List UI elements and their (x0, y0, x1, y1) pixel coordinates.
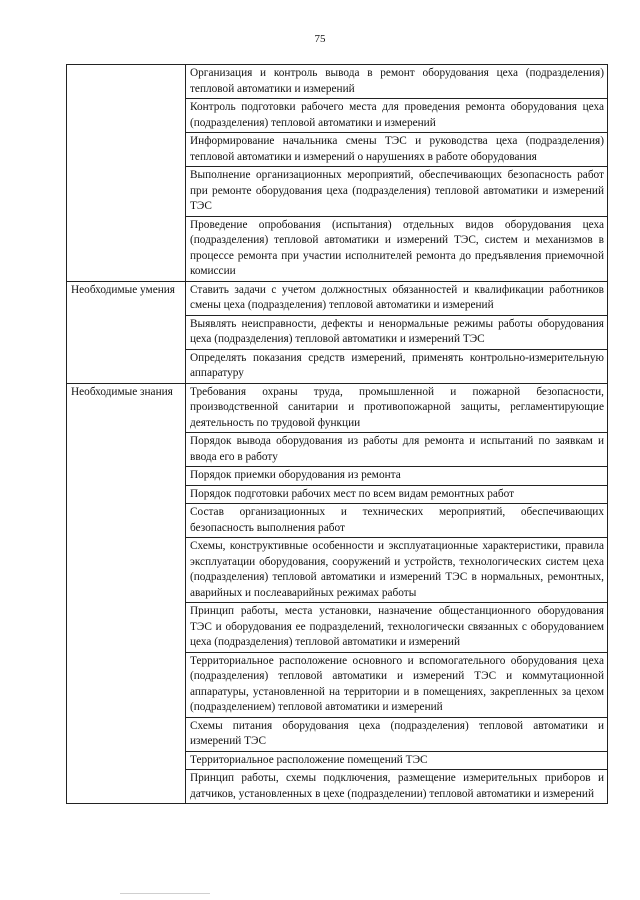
section-label (67, 65, 186, 282)
requirement-item: Порядок подготовки рабочих мест по всем видам ремонтных работ (186, 485, 608, 504)
page-number: 75 (314, 33, 326, 45)
requirement-item: Ставить задачи с учетом должностных обязанностей и квалификации работников смены цеха (подразделения) тепловой автоматики и измерений (186, 281, 608, 315)
table-body (67, 65, 608, 804)
requirement-item: Территориальное расположение основного и вспомогательного оборудования цеха (подразделения) тепловой автоматики и измерений ТЭС и коммутационной аппаратуры, установленной на территории и в помещениях, закрепленных за цехом (подразделением) тепловой автоматики и измерений (186, 652, 608, 717)
requirement-item: Принцип работы, схемы подключения, размещение измерительных приборов и датчиков, установленных в цехе (подразделении) тепловой автоматики и измерений (186, 770, 608, 804)
requirement-item: Порядок вывода оборудования из работы для ремонта и испытаний по заявкам и ввода его в работу (186, 433, 608, 467)
requirement-item: Схемы питания оборудования цеха (подразделения) тепловой автоматики и измерений ТЭС (186, 717, 608, 751)
requirement-item: Проведение опробования (испытания) отдельных видов оборудования цеха (подразделения) тепловой автоматики и измерений ТЭС, систем и механизмов в процессе ремонта при участии исполнителей ремонта до предъявления приемочной комиссии (186, 216, 608, 281)
section-label: Необходимые умения (67, 281, 186, 383)
requirement-item: Состав организационных и технических мероприятий, обеспечивающих безопасность выполнения работ (186, 504, 608, 538)
requirements-table (66, 64, 608, 804)
requirement-item: Требования охраны труда, промышленной и пожарной безопасности, производственной санитарии и противопожарной защиты, регламентирующие деятельность по трудовой функции (186, 383, 608, 433)
requirement-item: Выявлять неисправности, дефекты и ненормальные режимы работы оборудования цеха (подразделения) тепловой автоматики и измерений ТЭС (186, 315, 608, 349)
requirement-item: Территориальное расположение помещений ТЭС (186, 751, 608, 770)
requirement-item: Определять показания средств измерений, применять контрольно-измерительную аппаратуру (186, 349, 608, 383)
requirement-item: Принцип работы, места установки, назначение общестанционного оборудования ТЭС и оборудования ее подразделений, технологически связанных с оборудованием цеха (подразделения) тепловой автоматики и измерений (186, 603, 608, 653)
scan-edge-mark (120, 893, 210, 894)
section-label: Необходимые знания (67, 383, 186, 804)
requirement-item: Выполнение организационных мероприятий, обеспечивающих безопасность работ при ремонте оборудования цеха (подразделения) тепловой автоматики и измерений ТЭС (186, 167, 608, 217)
table-row (67, 281, 608, 315)
requirement-item: Информирование начальника смены ТЭС и руководства цеха (подразделения) тепловой автоматики и измерений о нарушениях в работе оборудования (186, 133, 608, 167)
requirement-item: Порядок приемки оборудования из ремонта (186, 467, 608, 486)
requirement-item: Контроль подготовки рабочего места для проведения ремонта оборудования цеха (подразделения) тепловой автоматики и измерений (186, 99, 608, 133)
requirement-item: Организация и контроль вывода в ремонт оборудования цеха (подразделения) тепловой автоматики и измерений (186, 65, 608, 99)
table-row (67, 65, 608, 99)
requirement-item: Схемы, конструктивные особенности и эксплуатационные характеристики, правила эксплуатации оборудования, сооружений и устройств, технологических систем цеха (подразделения) тепловой автоматики и измерений ТЭС в нормальных, ремонтных, аварийных и послеаварийных режимах работы (186, 538, 608, 603)
table-row (67, 383, 608, 433)
